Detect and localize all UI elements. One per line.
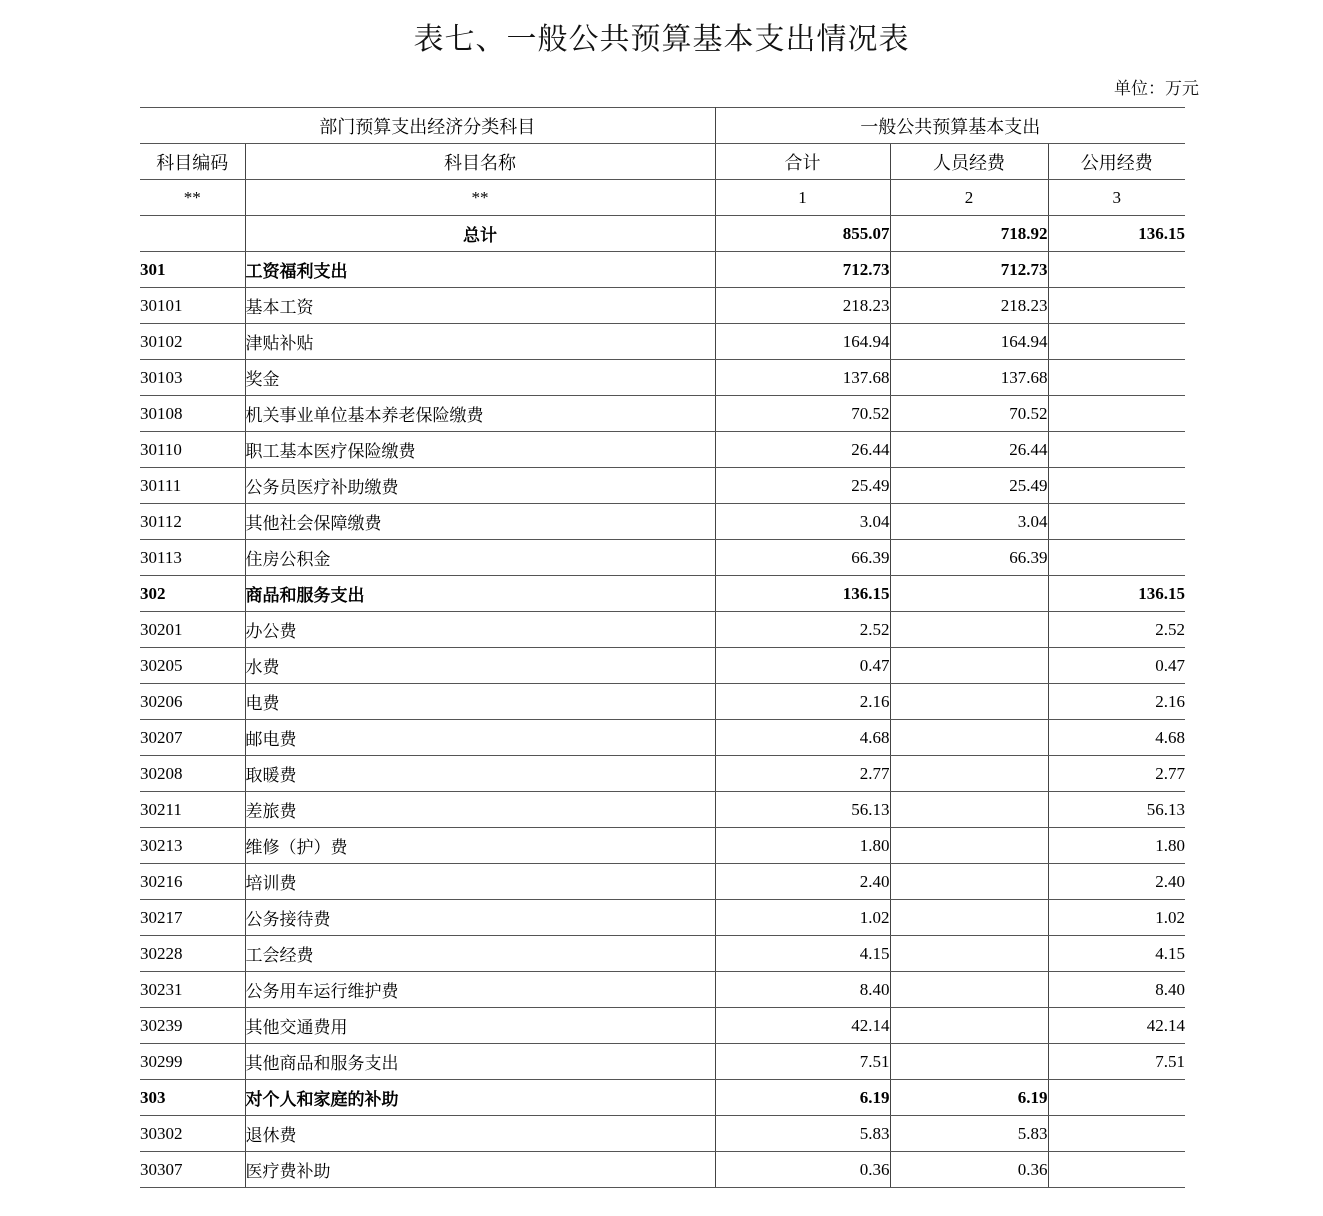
cell-person: 718.92 (890, 216, 1048, 252)
cell-name: 机关事业单位基本养老保险缴费 (245, 396, 715, 432)
cell-person (890, 828, 1048, 864)
cell-public (1048, 468, 1185, 504)
cell-total: 0.47 (715, 648, 890, 684)
cell-code: 30216 (140, 864, 245, 900)
column-number-row (140, 180, 1185, 216)
cell-total: 2.77 (715, 756, 890, 792)
cell-public (1048, 504, 1185, 540)
cell-public: 7.51 (1048, 1044, 1185, 1080)
cell-code: 30231 (140, 972, 245, 1008)
cell-public (1048, 324, 1185, 360)
cell-public: 1.02 (1048, 900, 1185, 936)
cell-total: 26.44 (715, 432, 890, 468)
cell-total: 25.49 (715, 468, 890, 504)
cell-code: 30213 (140, 828, 245, 864)
cell-code: 30111 (140, 468, 245, 504)
unit-note: 单位：万元 (1114, 79, 1199, 98)
cell-person (890, 684, 1048, 720)
cell-person (890, 720, 1048, 756)
cell-name: 基本工资 (245, 288, 715, 324)
cell-name: 工会经费 (245, 936, 715, 972)
cell-total: 4.15 (715, 936, 890, 972)
cell-person (890, 792, 1048, 828)
table-row (140, 684, 1185, 720)
table-row (140, 252, 1185, 288)
cell-total: 8.40 (715, 972, 890, 1008)
cell-person: 712.73 (890, 252, 1048, 288)
cell-public: 1.80 (1048, 828, 1185, 864)
cell-person (890, 864, 1048, 900)
column-header-public: 公用经费 (1048, 144, 1185, 180)
cell-public: 56.13 (1048, 792, 1185, 828)
cell-total: 7.51 (715, 1044, 890, 1080)
table-row (140, 1008, 1185, 1044)
cell-total: 56.13 (715, 792, 890, 828)
cell-public (1048, 288, 1185, 324)
table-row (140, 576, 1185, 612)
cell-person: 26.44 (890, 432, 1048, 468)
table-row (140, 936, 1185, 972)
cell-person: 3.04 (890, 504, 1048, 540)
cell-total: 5.83 (715, 1116, 890, 1152)
cell-code: 30211 (140, 792, 245, 828)
group-header-row (140, 108, 1185, 144)
cell-total: 66.39 (715, 540, 890, 576)
cell-person: 5.83 (890, 1116, 1048, 1152)
column-number-person: 2 (890, 180, 1048, 216)
cell-public: 2.16 (1048, 684, 1185, 720)
cell-total: 164.94 (715, 324, 890, 360)
cell-public: 0.47 (1048, 648, 1185, 684)
cell-code: 30201 (140, 612, 245, 648)
budget-table-container (0, 99, 1323, 1188)
column-header-person: 人员经费 (890, 144, 1048, 180)
cell-total: 42.14 (715, 1008, 890, 1044)
cell-name: 医疗费补助 (245, 1152, 715, 1188)
cell-name: 对个人和家庭的补助 (245, 1080, 715, 1116)
table-row (140, 972, 1185, 1008)
cell-name: 退休费 (245, 1116, 715, 1152)
cell-person: 137.68 (890, 360, 1048, 396)
cell-name: 其他社会保障缴费 (245, 504, 715, 540)
cell-person (890, 1008, 1048, 1044)
cell-person (890, 756, 1048, 792)
table-row (140, 900, 1185, 936)
cell-name: 差旅费 (245, 792, 715, 828)
cell-code: 30102 (140, 324, 245, 360)
cell-public (1048, 252, 1185, 288)
cell-person (890, 612, 1048, 648)
column-header-code: 科目编码 (140, 144, 245, 180)
cell-person: 218.23 (890, 288, 1048, 324)
cell-public: 2.77 (1048, 756, 1185, 792)
cell-total: 70.52 (715, 396, 890, 432)
cell-name: 津贴补贴 (245, 324, 715, 360)
cell-person (890, 576, 1048, 612)
cell-public: 136.15 (1048, 216, 1185, 252)
cell-code: 30207 (140, 720, 245, 756)
cell-code: 30112 (140, 504, 245, 540)
cell-code: 302 (140, 576, 245, 612)
cell-public: 42.14 (1048, 1008, 1185, 1044)
cell-public (1048, 540, 1185, 576)
cell-name: 邮电费 (245, 720, 715, 756)
budget-table (140, 107, 1185, 1188)
column-number-public: 3 (1048, 180, 1185, 216)
table-row (140, 324, 1185, 360)
cell-total: 137.68 (715, 360, 890, 396)
cell-name: 其他商品和服务支出 (245, 1044, 715, 1080)
cell-name: 培训费 (245, 864, 715, 900)
cell-public: 8.40 (1048, 972, 1185, 1008)
cell-total: 218.23 (715, 288, 890, 324)
cell-name: 职工基本医疗保险缴费 (245, 432, 715, 468)
column-number-total: 1 (715, 180, 890, 216)
cell-person (890, 648, 1048, 684)
table-row (140, 1152, 1185, 1188)
group-header-right: 一般公共预算基本支出 (715, 108, 1185, 144)
cell-person (890, 900, 1048, 936)
table-row (140, 1116, 1185, 1152)
table-row (140, 288, 1185, 324)
cell-public (1048, 396, 1185, 432)
cell-name: 奖金 (245, 360, 715, 396)
cell-public (1048, 1116, 1185, 1152)
table-row (140, 864, 1185, 900)
cell-total: 0.36 (715, 1152, 890, 1188)
cell-code: 30205 (140, 648, 245, 684)
column-header-total: 合计 (715, 144, 890, 180)
cell-name: 其他交通费用 (245, 1008, 715, 1044)
cell-total: 2.40 (715, 864, 890, 900)
cell-public (1048, 1152, 1185, 1188)
cell-name: 总计 (245, 216, 715, 252)
cell-code: 30239 (140, 1008, 245, 1044)
cell-person: 6.19 (890, 1080, 1048, 1116)
cell-name: 公务用车运行维护费 (245, 972, 715, 1008)
cell-code: 30208 (140, 756, 245, 792)
table-row (140, 360, 1185, 396)
cell-public: 4.15 (1048, 936, 1185, 972)
table-row (140, 432, 1185, 468)
cell-total: 136.15 (715, 576, 890, 612)
cell-name: 公务接待费 (245, 900, 715, 936)
cell-name: 水费 (245, 648, 715, 684)
cell-person: 70.52 (890, 396, 1048, 432)
page-title: 表七、一般公共预算基本支出情况表 (413, 23, 910, 56)
table-row (140, 792, 1185, 828)
cell-public (1048, 360, 1185, 396)
cell-code: 30307 (140, 1152, 245, 1188)
cell-code: 303 (140, 1080, 245, 1116)
cell-total: 4.68 (715, 720, 890, 756)
table-body (140, 216, 1185, 1188)
cell-code: 30302 (140, 1116, 245, 1152)
table-row (140, 612, 1185, 648)
cell-total: 1.80 (715, 828, 890, 864)
table-row (140, 540, 1185, 576)
cell-code: 301 (140, 252, 245, 288)
table-row (140, 828, 1185, 864)
cell-name: 工资福利支出 (245, 252, 715, 288)
table-row-total (140, 216, 1185, 252)
column-number-name: ** (245, 180, 715, 216)
cell-public (1048, 432, 1185, 468)
cell-name: 商品和服务支出 (245, 576, 715, 612)
cell-name: 住房公积金 (245, 540, 715, 576)
cell-name: 维修（护）费 (245, 828, 715, 864)
cell-public: 2.40 (1048, 864, 1185, 900)
cell-public: 136.15 (1048, 576, 1185, 612)
table-row (140, 720, 1185, 756)
table-head (140, 108, 1185, 216)
cell-total: 1.02 (715, 900, 890, 936)
cell-code: 30217 (140, 900, 245, 936)
cell-name: 办公费 (245, 612, 715, 648)
cell-name: 电费 (245, 684, 715, 720)
cell-total: 6.19 (715, 1080, 890, 1116)
table-row (140, 756, 1185, 792)
cell-code: 30228 (140, 936, 245, 972)
table-row (140, 1080, 1185, 1116)
cell-person: 25.49 (890, 468, 1048, 504)
cell-code (140, 216, 245, 252)
column-header-row (140, 144, 1185, 180)
cell-code: 30206 (140, 684, 245, 720)
cell-person: 164.94 (890, 324, 1048, 360)
cell-total: 855.07 (715, 216, 890, 252)
cell-total: 712.73 (715, 252, 890, 288)
cell-public: 4.68 (1048, 720, 1185, 756)
cell-public: 2.52 (1048, 612, 1185, 648)
cell-public (1048, 1080, 1185, 1116)
cell-name: 公务员医疗补助缴费 (245, 468, 715, 504)
cell-total: 3.04 (715, 504, 890, 540)
cell-total: 2.16 (715, 684, 890, 720)
table-row (140, 504, 1185, 540)
cell-person (890, 1044, 1048, 1080)
table-row (140, 648, 1185, 684)
table-row (140, 396, 1185, 432)
table-row (140, 1044, 1185, 1080)
column-number-code: ** (140, 180, 245, 216)
cell-name: 取暖费 (245, 756, 715, 792)
cell-person (890, 972, 1048, 1008)
table-row (140, 468, 1185, 504)
group-header-left: 部门预算支出经济分类科目 (140, 108, 715, 144)
cell-code: 30108 (140, 396, 245, 432)
cell-code: 30101 (140, 288, 245, 324)
column-header-name: 科目名称 (245, 144, 715, 180)
cell-person: 66.39 (890, 540, 1048, 576)
cell-person (890, 936, 1048, 972)
cell-person: 0.36 (890, 1152, 1048, 1188)
cell-total: 2.52 (715, 612, 890, 648)
cell-code: 30110 (140, 432, 245, 468)
cell-code: 30103 (140, 360, 245, 396)
cell-code: 30299 (140, 1044, 245, 1080)
cell-code: 30113 (140, 540, 245, 576)
